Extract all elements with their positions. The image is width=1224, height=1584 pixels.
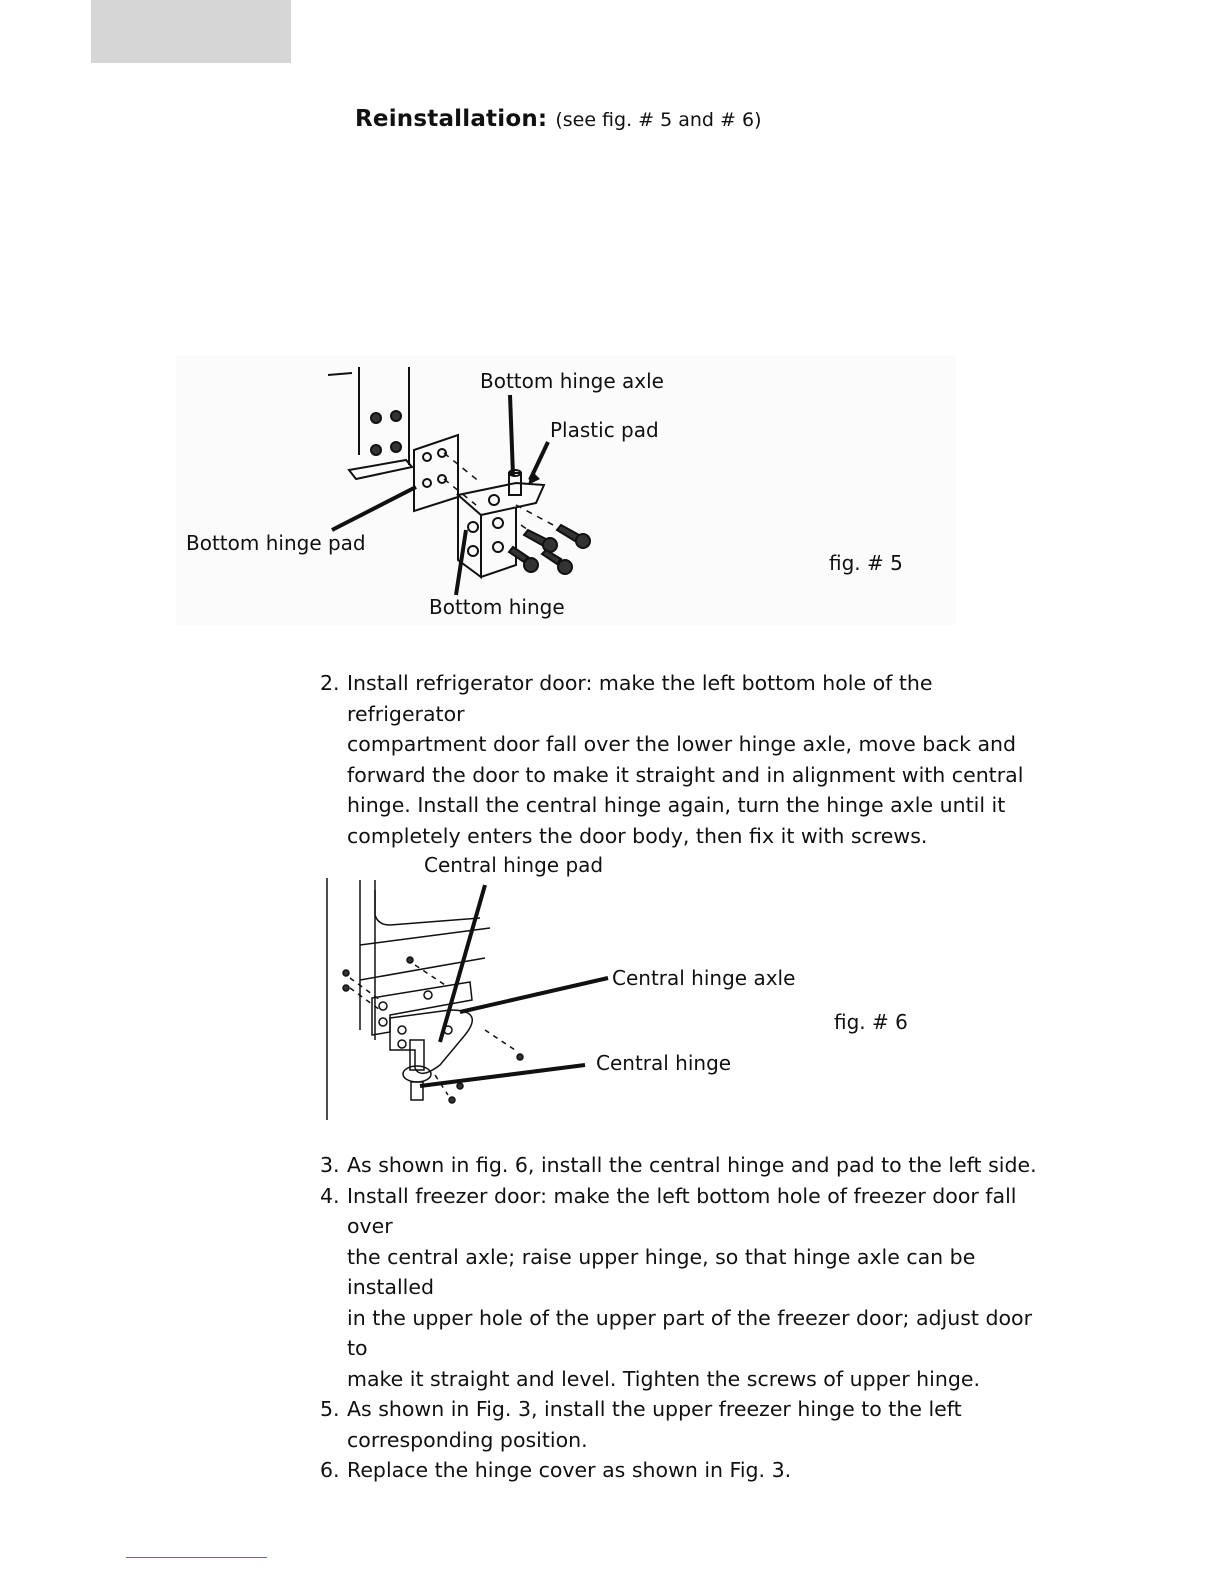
step-3 [320, 1150, 1037, 1181]
step-line: in the upper hole of the upper part of the freezer door; adjust door to [347, 1305, 1033, 1360]
step-line: As shown in fig. 6, install the central hinge and pad to the left side. [347, 1153, 1037, 1177]
label-bottom-hinge-axle: Bottom hinge axle [480, 369, 664, 393]
label-bottom-hinge-pad: Bottom hinge pad [186, 531, 366, 555]
step-6 [320, 1455, 1037, 1486]
header-tab-block [91, 0, 291, 63]
label-bottom-hinge: Bottom hinge [429, 595, 565, 619]
step-line: compartment door fall over the lower hinge axle, move back and [347, 732, 1017, 756]
steps-3-to-6-list [320, 1150, 1037, 1486]
step-number: 5. [320, 1397, 340, 1421]
step-line: Install freezer door: make the left bottom hole of freezer door fall over [347, 1183, 1017, 1238]
step-number: 3. [320, 1153, 340, 1177]
step-4 [320, 1181, 1037, 1395]
figure-6-caption: fig. # 6 [834, 1010, 908, 1034]
section-heading [355, 106, 761, 132]
label-plastic-pad: Plastic pad [550, 418, 659, 442]
step-2 [320, 668, 1037, 851]
label-central-hinge: Central hinge [596, 1051, 732, 1075]
figure-5-drawing [176, 355, 956, 625]
step-number: 2. [320, 671, 340, 695]
step-5 [320, 1394, 1037, 1455]
step-line: completely enters the door body, then fix it with screws. [347, 823, 928, 848]
step-number: 4. [320, 1183, 340, 1208]
step-line: corresponding position. [347, 1427, 588, 1452]
step-line: Replace the hinge cover as shown in Fig. 3. [347, 1458, 792, 1482]
step-line: hinge. Install the central hinge again, turn the hinge axle until it [347, 793, 1006, 817]
label-central-hinge-axle: Central hinge axle [612, 966, 796, 990]
heading-figure-reference: (see fig. # 5 and # 6) [555, 109, 762, 131]
step-line: As shown in Fig. 3, install the upper freezer hinge to the left [347, 1397, 962, 1421]
figure-6 [320, 850, 920, 1125]
footer-rule [126, 1557, 267, 1558]
step-line: Install refrigerator door: make the left bottom hole of the refrigerator [347, 671, 933, 726]
step-number: 6. [320, 1458, 340, 1482]
step-2-list [320, 668, 1037, 851]
step-line: the central axle; raise upper hinge, so that hinge axle can be installed [347, 1244, 976, 1299]
figure-5-caption: fig. # 5 [829, 551, 903, 575]
heading-title: Reinstallation: [355, 106, 548, 132]
step-line: make it straight and level. Tighten the screws of upper hinge. [347, 1366, 980, 1391]
step-line: forward the door to make it straight and in alignment with central [347, 762, 1024, 787]
figure-5 [176, 355, 956, 625]
label-central-hinge-pad: Central hinge pad [424, 853, 604, 877]
